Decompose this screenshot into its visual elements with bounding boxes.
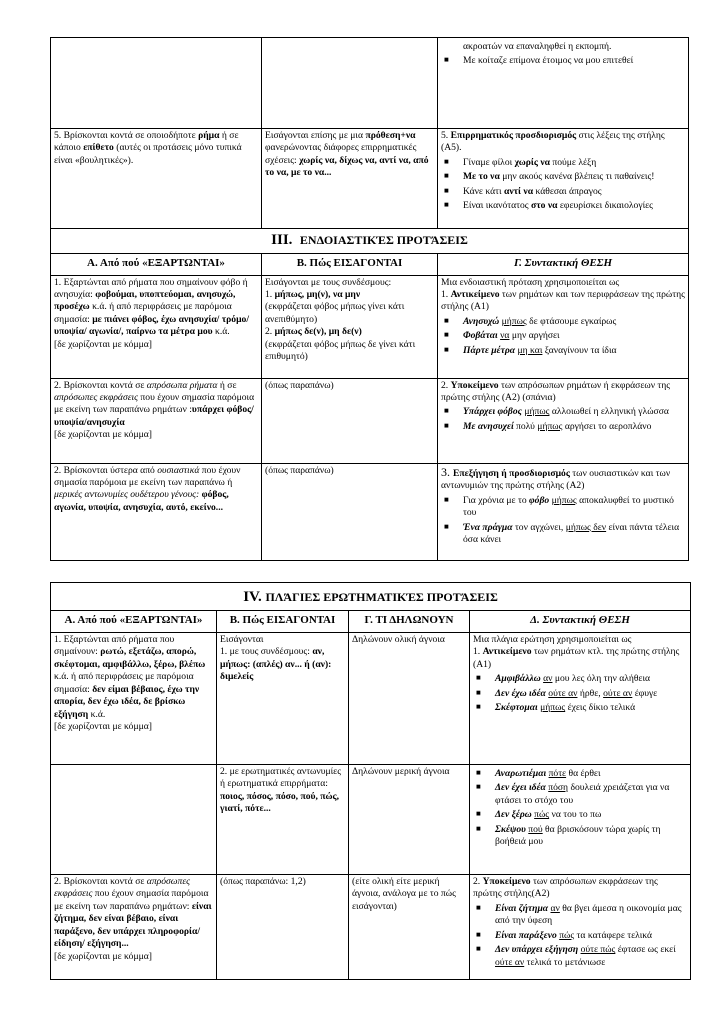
text: ποιος, πόσος, πόσο, πού, πώς, γιατί, πότε... — [220, 790, 339, 815]
text: κάθεσαι άπραγος — [533, 185, 602, 197]
text: 2. Βρίσκονται κοντά σε — [54, 876, 147, 887]
text: [δε χωρίζονται με κόμμα] — [54, 429, 152, 441]
text: είναι πάντα τέλεια όσα κάνει — [463, 521, 680, 545]
list-item — [441, 345, 685, 357]
text: ή σε — [217, 379, 237, 391]
table-row — [51, 229, 689, 254]
cell-meaning: Δηλώνουν ολική άγνοια — [349, 633, 470, 765]
table-row — [51, 275, 689, 378]
text: Εισάγονται επίσης με μια — [265, 130, 366, 141]
section-title-iii — [51, 229, 689, 254]
text: πότε — [548, 768, 567, 779]
cell-introduced — [262, 275, 438, 378]
text: απρόσωπα ρήματα — [146, 379, 218, 391]
text: 1. Εξαρτώνται από ρήματα που σημαίνουν φόβο ή ανησυχία: — [54, 276, 248, 300]
text: 5. — [441, 130, 451, 141]
text: πώς — [559, 929, 575, 941]
text: μήπως — [540, 702, 566, 714]
cell-syntax — [438, 378, 689, 463]
list-item — [441, 522, 685, 547]
text: μήπως — [524, 406, 550, 418]
text: Αμφιβάλλω — [495, 673, 544, 685]
text: φοβούμαι, υποπτεύομαι, ανησυχώ, προσέχω — [54, 288, 236, 313]
text: ούτε πώς — [580, 944, 616, 956]
text: μη και — [517, 344, 543, 356]
list-item — [441, 41, 685, 53]
text: αλλοιωθεί η ελληνική γλώσσα — [549, 406, 669, 418]
text: κ.ά. — [88, 708, 106, 720]
text: Δεν υπάρχει εξήγηση — [495, 944, 581, 956]
text: ήρθε, — [577, 687, 604, 699]
text: αν — [550, 902, 560, 914]
text: των ρημάτων και των περιφράσεων της πρώτης στήλης (Α1) — [441, 288, 685, 313]
list-item — [441, 157, 685, 169]
list-item — [441, 406, 685, 418]
table-row — [51, 38, 689, 129]
text: μήπως — [501, 315, 527, 327]
text: 2. Βρίσκονται ύστερα από — [54, 464, 158, 476]
text: αντί να — [503, 185, 534, 197]
table-row — [51, 583, 691, 611]
text: 1. — [265, 288, 275, 300]
text: Υποκείμενο — [482, 876, 531, 887]
column-header-a: Α. Από πού «ΕΞΑΡΤΩΝΤΑΙ» — [51, 611, 217, 633]
text: έχεις δίκιο τελικά — [565, 702, 636, 714]
text: στις λέξεις της στήλης (Α5). — [441, 130, 665, 154]
text: απρόσωπες εκφράσεις — [54, 876, 191, 900]
text: 1. με τους συνδέσμους: — [220, 646, 313, 658]
text: έφτασε ως εκεί — [615, 944, 676, 956]
example-text: ακροατών να επαναληφθεί η εκπομπή. — [463, 41, 612, 52]
text: [δε χωρίζονται με κόμμα] — [54, 338, 152, 350]
text: χωρίς να, δίχως να, αντί να, από το να, με το να... — [265, 154, 429, 179]
table-row — [51, 463, 689, 560]
text: χωρίς να — [514, 156, 550, 168]
text: τον αγχώνει, — [512, 521, 566, 533]
table-row — [51, 875, 691, 980]
cell-syntax — [470, 875, 691, 980]
text: 1. — [441, 288, 451, 300]
list-item — [441, 330, 685, 342]
cell-empty-b — [262, 38, 438, 129]
text: 2. — [473, 876, 483, 887]
table-continuation — [50, 37, 689, 561]
text: με πιάνει φόβος, έχω ανησυχία/ τρόμο/υποψία/ αγωνία/, παίρνω τα μέτρα μου — [54, 313, 249, 338]
section-number: III. — [271, 232, 293, 248]
text: κ.ά. — [212, 326, 230, 338]
text: μήπως δεν — [565, 521, 607, 533]
text: 2. — [265, 326, 275, 338]
cell-where-depend — [51, 463, 262, 560]
text: 2. — [441, 379, 451, 391]
cell-empty — [51, 765, 217, 875]
column-header-c: Γ. Συντακτική ΘΕΣΗ — [438, 253, 689, 275]
text: Μια ενδοιαστική πρόταση χρησιμοποιείται ως — [441, 276, 620, 288]
text: επίθετο — [83, 142, 114, 154]
text: αποκαλυφθεί το μυστικό του — [463, 494, 674, 519]
section-number: IV. — [243, 589, 262, 605]
text: που έχουν σημασία παρόμοια με εκείνη των παραπάνω ρημάτων : — [54, 391, 255, 416]
text: Υπάρχει φόβος — [463, 406, 525, 418]
text: Είναι παράξενο — [495, 929, 560, 941]
text: μήπως, μη(ν), να μην — [274, 288, 361, 300]
table-row — [51, 253, 689, 275]
text: ουσιαστικά — [157, 464, 200, 476]
text: (εκφράζεται φόβος μήπως γίνει κάτι ανεπιθύμητο) — [265, 301, 405, 325]
text: ούτε αν — [603, 687, 633, 699]
text: 2. Βρίσκονται κοντά σε — [54, 379, 147, 391]
text: Σκέψου — [495, 823, 529, 835]
list-item — [473, 809, 687, 821]
list-item — [473, 702, 687, 714]
table-section-iv — [50, 582, 691, 980]
text: Εισάγονται με τους συνδέσμους: — [265, 276, 392, 288]
cell-introduced: (όπως παραπάνω) — [262, 463, 438, 560]
text: (εκφράζεται φόβος μήπως δε γίνει κάτι επιθυμητό) — [265, 338, 416, 363]
text: Για χρόνια με το — [463, 494, 530, 506]
table-row — [51, 765, 691, 875]
text: μου λες όλη την αλήθεια — [552, 673, 651, 685]
cell-introduced: (όπως παραπάνω: 1,2) — [217, 875, 349, 980]
text: δεν είμαι βέβαιος, έχω την απορία, δεν έχω ιδέα, δε βρίσκω εξήγηση — [54, 683, 200, 720]
cell-examples — [438, 38, 689, 129]
text: φόβος, αγωνία, υποψία, ανησυχία, αυτό, εκείνο... — [54, 489, 229, 513]
text: 3. — [441, 464, 453, 479]
text: ρήμα — [198, 130, 220, 141]
text: φόβο — [529, 494, 550, 506]
text: Ανησυχώ — [463, 315, 502, 327]
text: Επιρρηματικός προσδιορισμός — [450, 130, 577, 141]
text: 5. Βρίσκονται κοντά σε οποιοδήποτε — [54, 130, 199, 141]
cell-syntax — [438, 463, 689, 560]
text: των ρημάτων κτλ. της πρώτης στήλης (Α1) — [473, 646, 680, 670]
list-item — [473, 688, 687, 700]
text: Πάρτε μέτρα — [463, 344, 518, 356]
text: μήπως δε(ν), μη δε(ν) — [274, 326, 362, 338]
text: μην ακούς κανένα βλέπεις τι παθαίνεις! — [499, 171, 655, 183]
text: που έχουν σημασία παρόμοια με εκείνη των παραπάνω ρημάτων: — [54, 888, 209, 912]
table-row — [51, 129, 689, 229]
text: Με ανησυχεί — [463, 420, 514, 432]
text: Δεν ξέρω — [495, 809, 535, 821]
text: να — [500, 330, 510, 342]
section-title: ΕΝΔΟΙΑΣΤΙΚΈΣ ΠΡΟΤΆΣΕΙΣ — [299, 233, 468, 247]
table-row — [51, 633, 691, 765]
text: αργήσει το αεροπλάνο — [562, 420, 652, 432]
text: μήπως — [551, 494, 577, 506]
list-item — [473, 944, 687, 969]
column-header-a: Α. Από πού «ΕΞΑΡΤΩΝΤΑΙ» — [51, 253, 262, 275]
column-header-b: Β. Πώς ΕΙΣΑΓΟΝΤΑΙ — [217, 611, 349, 633]
section-title: ΠΛΆΓΙΕΣ ΕΡΩΤΗΜΑΤΙΚΈΣ ΠΡΟΤΆΣΕΙΣ — [265, 590, 498, 604]
text: Επεξήγηση ή προσδιορισμός — [453, 467, 570, 479]
text: πού — [528, 823, 543, 835]
cell-syntax — [470, 633, 691, 765]
cell-syntax — [438, 129, 689, 229]
text: Μια πλάγια ερώτηση χρησιμοποιείται ως — [473, 634, 632, 645]
text: ή σε κάποιο — [54, 130, 239, 154]
text: Με το να — [463, 171, 500, 183]
cell-meaning: Δηλώνουν μερική άγνοια — [349, 765, 470, 875]
list-item — [441, 171, 685, 183]
list-item — [473, 768, 687, 780]
text: Είναι ικανότατος — [463, 200, 532, 212]
text: Γίναμε φίλοι — [463, 156, 515, 168]
text: που έχουν σημασία παρόμοια με εκείνη των παραπάνω ή — [54, 464, 241, 488]
text: Δεν έχω ιδέα — [495, 687, 549, 699]
list-item — [441, 421, 685, 433]
text: τα κατάφερε τελικά — [574, 929, 653, 941]
text: ρωτώ, εξετάζω, απορώ, σκέφτομαι, αμφιβάλλω, ξέρω, βλέπω — [54, 646, 206, 670]
text: μην αργήσει — [509, 330, 560, 342]
text: είναι ζήτημα, δεν είναι βέβαιο, είναι παράξενο, δεν υπάρχει πληροφορία/ είδηση/ εξήγηση... — [54, 900, 212, 950]
example-text: Με κοίταζε επίμονα έτοιμος να μου επιτεθεί — [463, 55, 634, 67]
cell-where-depend — [51, 275, 262, 378]
list-item — [441, 495, 685, 520]
text: Αντικείμενο — [482, 646, 532, 658]
cell-syntax — [438, 275, 689, 378]
list-item — [441, 55, 685, 67]
text: Υποκείμενο — [450, 379, 499, 391]
text: (αυτές οι προτάσεις μόνο τυπικά είναι «βουλητικές»). — [54, 142, 242, 166]
cell-introduced — [217, 633, 349, 765]
text: πρόθεση+να — [365, 130, 416, 141]
text: φανερώνοντας διάφορες επιρρηματικές σχέσεις: — [265, 142, 417, 166]
text: Αντικείμενο — [450, 288, 500, 300]
list-item — [441, 186, 685, 198]
text: θα έρθει — [566, 768, 601, 779]
text: των απρόσωπων εκφράσεων της πρώτης στήλης(Α2) — [473, 876, 658, 900]
text: ξαναγίνουν τα ίδια — [542, 344, 617, 356]
text: να του το πω — [549, 809, 602, 821]
text: Σκέφτομαι — [495, 702, 541, 714]
text: τελικά το μετάνιωσε — [524, 956, 606, 968]
text: εφευρίσκει δικαιολογίες — [557, 200, 653, 212]
column-header-d: Δ. Συντακτική ΘΕΣΗ — [470, 611, 691, 633]
text: θα βγει άμεσα η οικονομία μας από την ύφεση — [495, 902, 682, 927]
cell-introduced — [217, 765, 349, 875]
text: Κάνε κάτι — [463, 185, 504, 197]
text: των απρόσωπων ρημάτων ή εκφράσεων της πρώτης στήλης (Α2) (σπάνια) — [441, 379, 671, 403]
text: 1. — [473, 646, 483, 658]
section-title-iv — [51, 583, 691, 611]
text: πολύ — [513, 420, 538, 432]
cell-introduced: (όπως παραπάνω) — [262, 378, 438, 463]
list-item — [473, 782, 687, 807]
cell-introduced — [262, 129, 438, 229]
cell-empty-a — [51, 38, 262, 129]
text: Ένα πράγμα — [463, 521, 513, 533]
text: Είναι ζήτημα — [495, 902, 551, 914]
text: πώς — [534, 809, 550, 821]
text: πούμε λέξη — [549, 156, 597, 168]
text: κ.ά. ή από περιφράσεις με παρόμοια σημασία: — [54, 301, 232, 325]
column-header-b: Β. Πώς ΕΙΣΑΓΟΝΤΑΙ — [262, 253, 438, 275]
text: θα βρισκόσουν τώρα χωρίς τη βοήθειά μου — [495, 823, 661, 848]
text: 2. με ερωτηματικές αντωνυμίες ή ερωτηματικά επιρρήματα: — [220, 766, 342, 790]
list-item — [473, 673, 687, 685]
text: κ.ά. ή από περιφράσεις με παρόμοια σημασία: — [54, 671, 194, 695]
list-item — [441, 200, 685, 212]
cell-where-depend — [51, 633, 217, 765]
table-row — [51, 378, 689, 463]
text: αν, μήπως: (απλές) αν... ή (αν): διμελείς — [220, 646, 332, 683]
text: Αναρωτιέμαι — [495, 768, 549, 779]
text: 1. Εξαρτώνται από ρήματα που σημαίνουν: — [54, 634, 175, 658]
list-item — [441, 316, 685, 328]
text: [δε χωρίζονται με κόμμα] — [54, 950, 152, 962]
text: αν — [543, 673, 553, 685]
list-item — [473, 903, 687, 928]
text: στο να — [531, 200, 558, 212]
text: έφυγε — [632, 687, 658, 699]
text: δε φτάσουμε εγκαίρως — [526, 315, 617, 327]
text: Φοβάται — [463, 330, 501, 342]
text: των ουσιαστικών και των αντωνυμιών της πρώτης στήλης (Α2) — [441, 467, 671, 492]
text: ούτε αν — [495, 956, 525, 968]
text: Εισάγονται — [220, 634, 264, 645]
text: μερικές αντωνυμίες ουδέτερου γένους: — [54, 489, 200, 501]
text: [δε χωρίζονται με κόμμα] — [54, 721, 152, 733]
list-item — [473, 824, 687, 849]
cell-where-depend — [51, 875, 217, 980]
text: πόση — [548, 782, 569, 794]
list-item — [473, 930, 687, 942]
text: δουλειά χρειάζεται για να φτάσει το στόχο του — [495, 782, 670, 806]
cell-where-depend — [51, 129, 262, 229]
table-row — [51, 611, 691, 633]
text: ούτε αν — [548, 687, 578, 699]
cell-where-depend — [51, 378, 262, 463]
cell-meaning: (είτε ολική είτε μερική άγνοια, ανάλογα με το πώς εισάγονται) — [349, 875, 470, 980]
column-header-c: Γ. ΤΙ ΔΗΛΩΝΟΥΝ — [349, 611, 470, 633]
text: Δεν έχει ιδέα — [495, 782, 549, 794]
text: υπάρχει φόβος/υποψία/ανησυχία — [54, 404, 254, 428]
cell-syntax — [470, 765, 691, 875]
text: μήπως — [537, 420, 563, 432]
text: απρόσωπες εκφράσεις — [54, 391, 139, 403]
